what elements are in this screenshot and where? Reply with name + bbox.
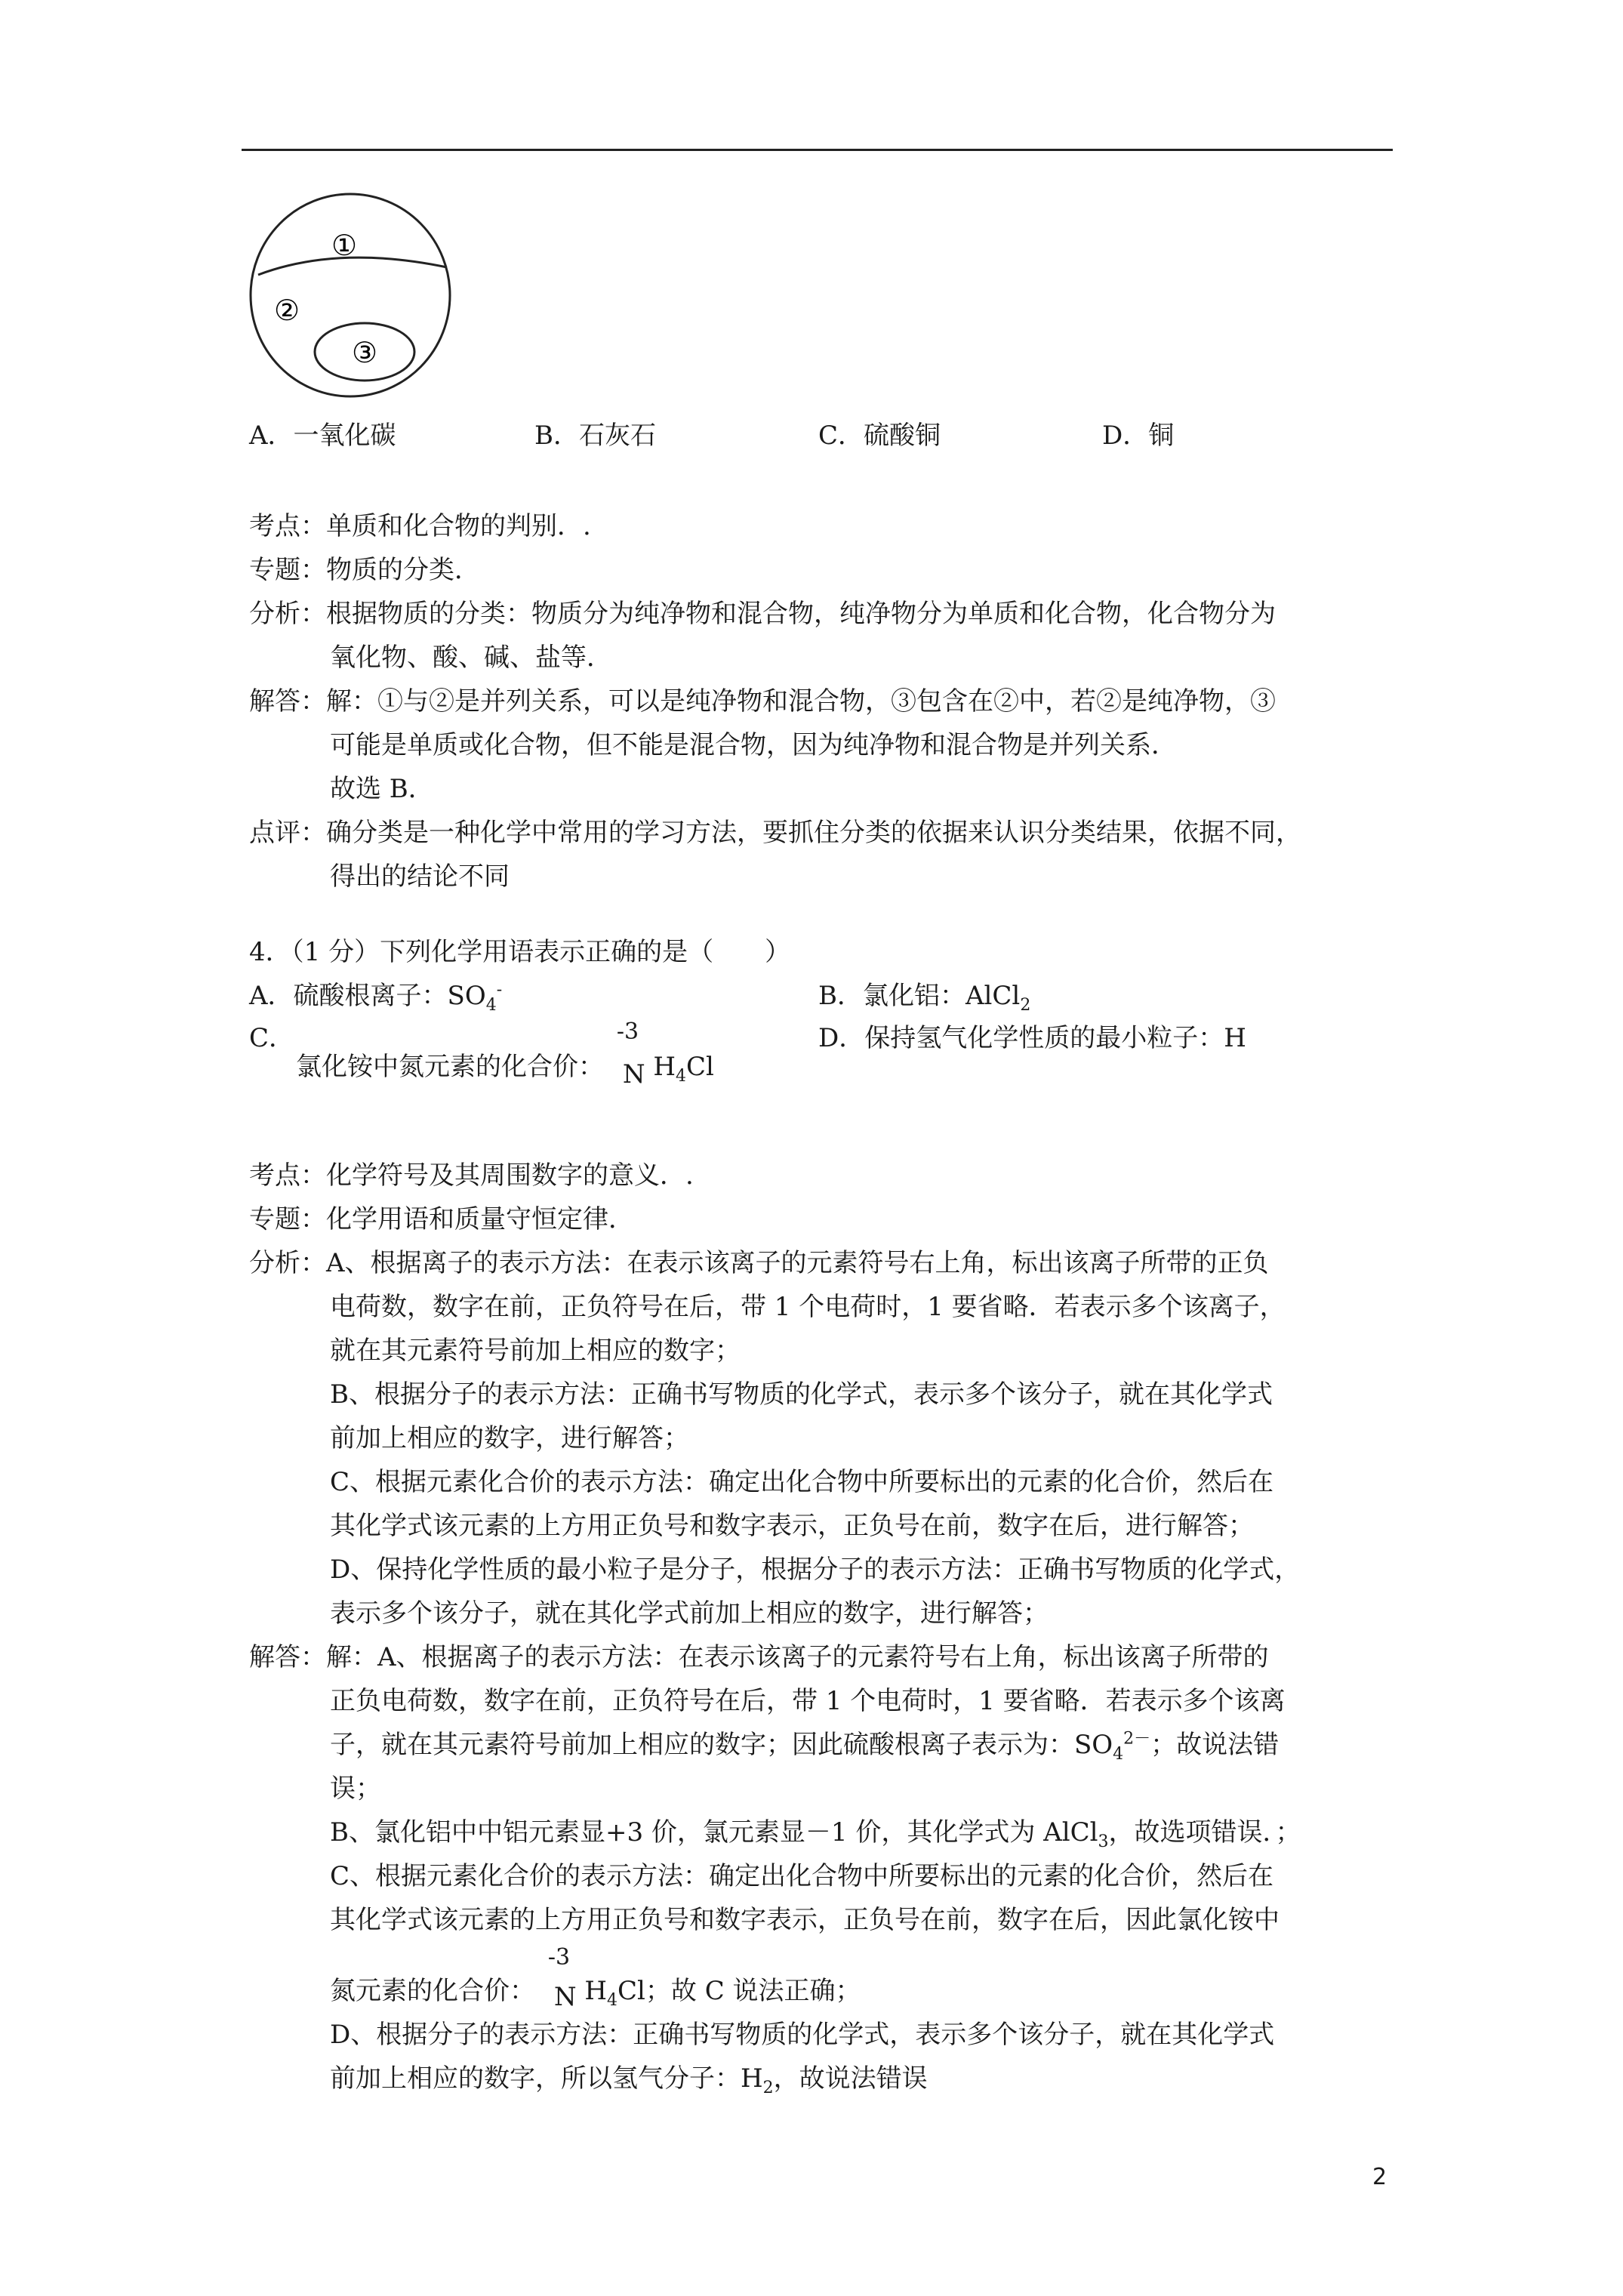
q4-jieda-8-sub: 4 [607, 1990, 618, 2010]
q4-fenxi-2: 电荷数，数字在前，正负符号在后，带 1 个电荷时，1 要省略．若表示多个该离子， [330, 1292, 1286, 1322]
q4-jieda-3-sub: 4 [1113, 1744, 1124, 1764]
region-2-label: ② [273, 294, 300, 327]
q4-option-c-h: H [653, 1052, 676, 1082]
q4-jieda-7: 其化学式该元素的上方用正负号和数字表示，正负号在前，数字在后，因此氯化铵中 [330, 1905, 1280, 1935]
q4-kaodian: 考点：化学符号及其周围数字的意义．. [249, 1160, 694, 1191]
q4-jieda-8-valence: -3 [547, 1944, 571, 1971]
q4-option-c-sub: 4 [676, 1066, 687, 1086]
q3-option-a: A．一氧化碳 [249, 421, 396, 451]
q3-fenxi-1: 分析：根据物质的分类：物质分为纯净物和混合物，纯净物分为单质和化合物，化合物分为 [249, 599, 1276, 629]
q4-jieda-3 [249, 1723, 1301, 1767]
q4-jieda-5-tail: ，故选项错误．； [1108, 1817, 1301, 1848]
region-1-label: ① [331, 229, 358, 262]
q3-dianping-1: 点评：确分类是一种化学中常用的学习方法，要抓住分类的依据来认识分类结果，依据不同， [249, 818, 1301, 848]
page-number: 2 [1372, 2164, 1387, 2190]
q4-option-b [818, 981, 1031, 1015]
q4-jieda-2: 正负电荷数，数字在前，正负符号在后，带 1 个电荷时，1 要省略．若表示多个该离 [330, 1686, 1286, 1716]
q4-jieda-8-n: N [553, 1982, 577, 2012]
q4-jieda-8 [249, 1942, 1301, 2013]
q3-kaodian: 考点：单质和化合物的判别．. [249, 511, 591, 541]
q4-jieda-3-tail: ；故说法错 [1150, 1730, 1280, 1760]
q4-jieda-8-h: H [584, 1976, 608, 2006]
q4-option-a-text: A．硫酸根离子：SO [249, 981, 486, 1011]
q3-option-c: C．硫酸铜 [818, 421, 941, 451]
q4-zhuanti: 专题：化学用语和质量守恒定律． [249, 1204, 634, 1234]
q3-zhuanti: 专题：物质的分类． [249, 555, 480, 585]
q4-fenxi-8: D、保持化学性质的最小粒子是分子，根据分子的表示方法：正确书写物质的化学式， [330, 1555, 1301, 1585]
classification-diagram [248, 192, 453, 400]
q4-jieda-10-text: 前加上相应的数字，所以氢气分子：H [330, 2063, 763, 2094]
region-3-label: ③ [351, 336, 378, 369]
q4-fenxi-7: 其化学式该元素的上方用正负号和数字表示，正负号在前，数字在后，进行解答； [330, 1511, 1254, 1541]
q3-jieda-2: 可能是单质或化合物，但不能是混合物，因为纯净物和混合物是并列关系． [330, 730, 1177, 760]
q4-option-c-text: 氯化铵中氮元素的化合价： [296, 1052, 604, 1082]
q4-title: 4．（1 分）下列化学用语表示正确的是（ ） [249, 937, 791, 967]
q4-option-b-text: B．氯化铝：AlCl [818, 981, 1021, 1011]
q4-option-c-n: N [622, 1059, 645, 1089]
q3-dianping-2: 得出的结论不同 [330, 861, 510, 892]
q4-option-a-sub: 4 [485, 995, 497, 1015]
q4-jieda-4: 误； [330, 1774, 381, 1804]
q4-option-d: D．保持氢气化学性质的最小粒子：H [818, 1023, 1246, 1053]
q4-jieda-9: D、根据分子的表示方法：正确书写物质的化学式，表示多个该分子，就在其化学式 [330, 2020, 1275, 2050]
q4-option-c-letter: C． [249, 1023, 295, 1053]
q4-jieda-8-text: 氮元素的化合价： [330, 1976, 535, 2006]
q4-analysis [249, 1154, 1301, 2100]
q4-jieda-8-cl: Cl [617, 1976, 645, 2006]
q4-option-a [249, 980, 503, 1015]
q4-jieda-5-text: B、氯化铝中中铝元素显+3 价，氯元素显－1 价，其化学式为 AlCl [330, 1817, 1098, 1848]
q4-fenxi-9: 表示多个该分子，就在其化学式前加上相应的数字，进行解答； [330, 1598, 1049, 1629]
q4-fenxi-4: B、根据分子的表示方法：正确书写物质的化学式，表示多个该分子，就在其化学式 [330, 1379, 1273, 1410]
q4-jieda-1: 解答：解：A、根据离子的表示方法：在表示该离子的元素符号右上角，标出该离子所带的 [249, 1642, 1269, 1672]
q3-option-d: D．铜 [1102, 421, 1175, 451]
q3-analysis [249, 504, 1301, 898]
q4-jieda-6: C、根据元素化合价的表示方法：确定出化合物中所要标出的元素的化合价，然后在 [330, 1861, 1274, 1891]
q4-option-b-sub: 2 [1020, 995, 1031, 1015]
q4-jieda-5 [249, 1811, 1301, 1854]
q4-fenxi-3: 就在其元素符号前加上相应的数字； [330, 1336, 741, 1366]
q4-option-c-cl: Cl [686, 1052, 714, 1082]
q3-option-b: B．石灰石 [534, 421, 656, 451]
q4-fenxi-6: C、根据元素化合价的表示方法：确定出化合物中所要标出的元素的化合价，然后在 [330, 1467, 1274, 1497]
q4-option-c-formula [616, 1019, 645, 1089]
q4-jieda-8-formula [547, 1944, 577, 2013]
q3-fenxi-2: 氧化物、酸、碱、盐等． [330, 643, 612, 673]
q4-fenxi-1: 分析：A、根据离子的表示方法：在表示该离子的元素符号右上角，标出该离子所带的正负 [249, 1248, 1269, 1278]
q4-jieda-3-sup: 2－ [1123, 1729, 1151, 1749]
q4-jieda-5-sub: 3 [1098, 1832, 1109, 1851]
q4-option-c [296, 1019, 714, 1089]
q3-jieda-1: 解答：解：①与②是并列关系，可以是纯净物和混合物，③包含在②中，若②是纯净物，③ [249, 686, 1276, 717]
q4-jieda-10 [249, 2057, 1301, 2100]
q4-jieda-3-text: 子，就在其元素符号前加上相应的数字；因此硫酸根离子表示为：SO [330, 1730, 1113, 1760]
q4-option-a-sup: - [496, 980, 503, 1000]
header-rule [242, 149, 1393, 151]
q4-jieda-8-tail: ；故 C 说法正确； [645, 1976, 861, 2006]
q4-fenxi-5: 前加上相应的数字，进行解答； [330, 1423, 689, 1453]
q4-jieda-10-sub: 2 [762, 2078, 774, 2097]
q3-jieda-3: 故选 B． [330, 774, 434, 804]
q4-option-c-valence: -3 [616, 1019, 639, 1045]
q4-jieda-10-tail: ，故说法错误 [773, 2063, 928, 2094]
